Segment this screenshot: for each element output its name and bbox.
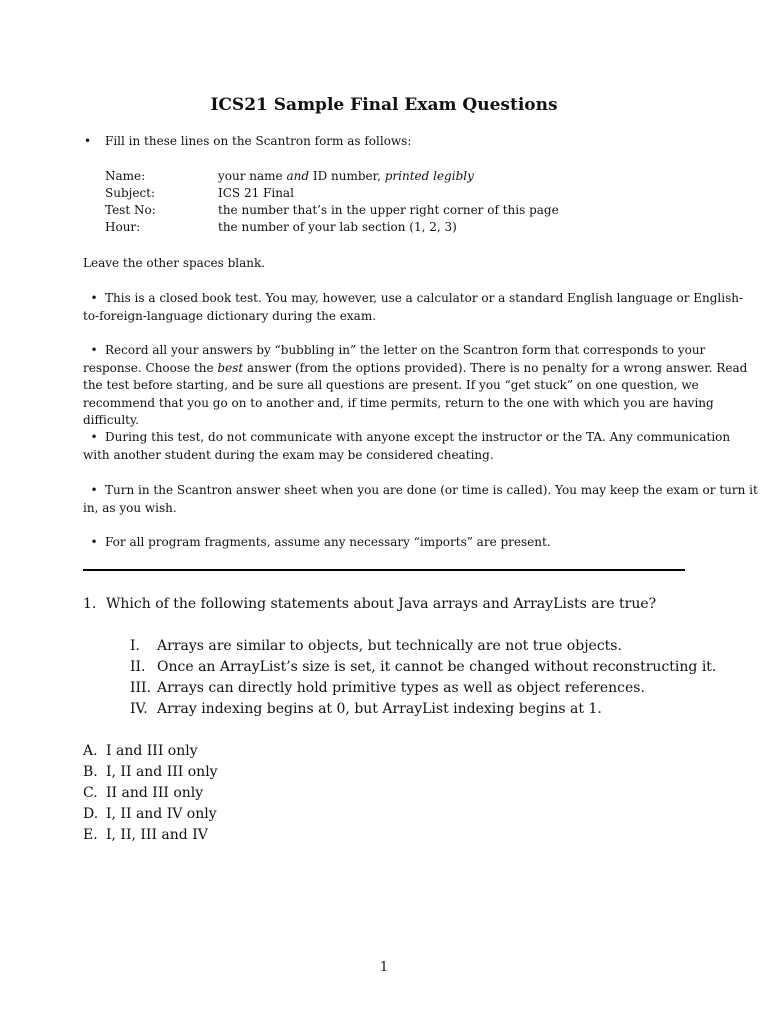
question-number: 1. bbox=[83, 596, 97, 612]
field-label-name: Name: bbox=[105, 169, 146, 183]
page-title: ICS21 Sample Final Exam Questions bbox=[210, 95, 558, 115]
instruction-paragraph: • Turn in the Scantron answer sheet when you are done (or time is called). You may keep the exam or turn it in, as you wish. bbox=[83, 483, 758, 515]
field-value-name: your name and ID number, printed legibly bbox=[218, 169, 474, 183]
field-value-hour: the number of your lab section (1, 2, 3) bbox=[218, 220, 457, 234]
question-text: Which of the following statements about Java arrays and ArrayLists are true? bbox=[106, 596, 657, 612]
field-label-testno: Test No: bbox=[105, 203, 156, 217]
statement-number: I. bbox=[130, 638, 140, 654]
bullet-icon: • bbox=[90, 483, 98, 497]
statement-text: Once an ArrayList’s size is set, it cannot be changed without reconstructing it. bbox=[157, 659, 717, 675]
instruction-paragraph: • Record all your answers by “bubbling in” the letter on the Scantron form that corresponds to your response. Choose the best answer (from the options provided). There is no penalty for a wrong answer. Read the test before starting, and be sure all questions are present. If you “get stuck” on one question, we recommend that you go on to another and, if time permits, return to the one with which you are having difficulty. bbox=[83, 343, 748, 427]
instruction-paragraph: • This is a closed book test. You may, however, use a calculator or a standard English language or English-to-foreign-language dictionary during the exam. bbox=[83, 291, 744, 323]
statement-text: Arrays are similar to objects, but technically are not true objects. bbox=[157, 638, 622, 654]
bullet-icon: • bbox=[84, 134, 92, 148]
option-letter: C. bbox=[83, 785, 98, 801]
bullet-icon: • bbox=[90, 535, 98, 549]
option-text: I, II, III and IV bbox=[106, 827, 208, 843]
instruction-paragraph: • For all program fragments, assume any necessary “imports” are present. bbox=[83, 534, 759, 552]
option-text: II and III only bbox=[106, 785, 204, 801]
option-text: I, II and IV only bbox=[106, 806, 217, 822]
option-letter: D. bbox=[83, 806, 99, 822]
instruction-paragraph: • During this test, do not communicate with anyone except the instructor or the TA. Any communication with another student during the exam may be considered cheating. bbox=[83, 430, 731, 462]
divider bbox=[83, 569, 685, 571]
option-letter: A. bbox=[83, 743, 98, 759]
option-letter: E. bbox=[83, 827, 98, 843]
bullet-icon: • bbox=[90, 430, 98, 444]
field-value-subject: ICS 21 Final bbox=[218, 186, 294, 200]
field-label-hour: Hour: bbox=[105, 220, 141, 234]
option-text: I, II and III only bbox=[106, 764, 218, 780]
intro-text: Fill in these lines on the Scantron form as follows: bbox=[105, 134, 412, 148]
option-text: I and III only bbox=[106, 743, 198, 759]
statement-text: Array indexing begins at 0, but ArrayList indexing begins at 1. bbox=[157, 701, 602, 717]
statement-number: IV. bbox=[130, 701, 148, 717]
leave-blank-text: Leave the other spaces blank. bbox=[83, 256, 266, 270]
option-letter: B. bbox=[83, 764, 98, 780]
field-value-testno: the number that’s in the upper right corner of this page bbox=[218, 203, 559, 217]
page-number: 1 bbox=[379, 960, 389, 975]
statement-number: III. bbox=[130, 680, 152, 696]
bullet-icon: • bbox=[90, 343, 98, 357]
statement-text: Arrays can directly hold primitive types as well as object references. bbox=[157, 680, 645, 696]
field-label-subject: Subject: bbox=[105, 186, 156, 200]
statement-number: II. bbox=[130, 659, 146, 675]
bullet-icon: • bbox=[90, 291, 98, 305]
